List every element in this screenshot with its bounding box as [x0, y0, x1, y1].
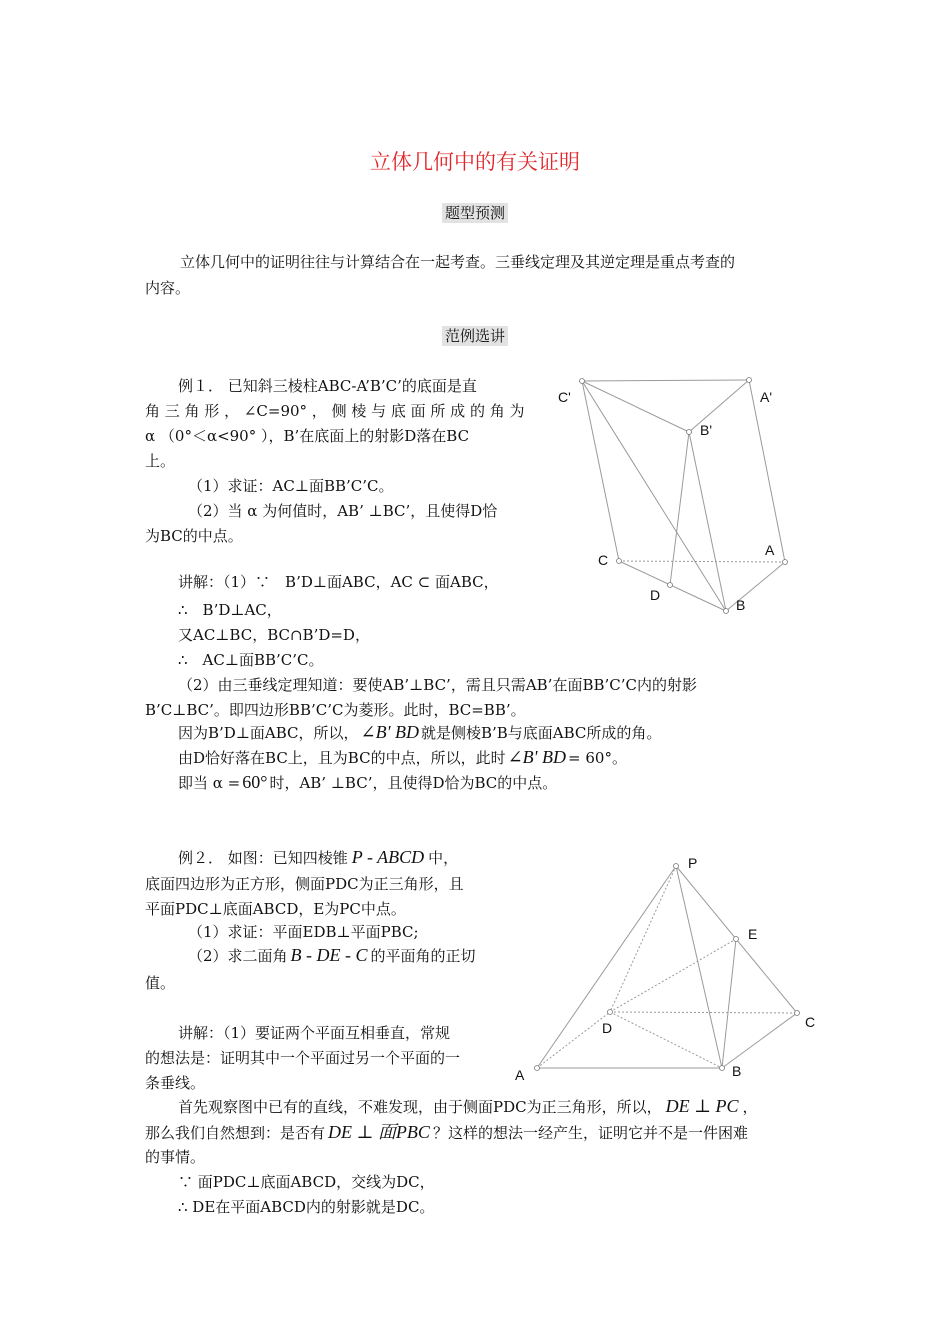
label-p: P: [688, 855, 698, 871]
label-c: C: [598, 552, 609, 568]
intro-line-2: 内容。: [145, 279, 191, 297]
label-c-prime: C': [558, 389, 571, 405]
ex1-solution-9: 即当 α = 60° 时，AB’ ⊥BC’，且使得D恰为BC的中点。: [178, 772, 558, 792]
label-d: D: [602, 1020, 613, 1036]
ex1-line-3: α （0°＜α<90° ），B’在底面上的射影D落在BC: [145, 427, 470, 445]
ex2-solution-4: 首先观察图中已有的直线，不难发现，由于侧面PDC为正三角形，所以， DE ⊥ PC ，: [178, 1096, 758, 1116]
label-b-prime: B': [700, 422, 713, 438]
ex2-solution-3: 条垂线。: [145, 1074, 206, 1092]
math-de-perp-pbc: DE ⊥ 面PBC: [328, 1122, 430, 1142]
ex1-solution-6: B’C⊥BC’。即四边形BB’C’C为菱形。此时，BC=BB’。: [145, 701, 526, 719]
ex1-question-2a: （2）当 α 为何值时，AB’ ⊥BC’，且使得D恰: [188, 502, 498, 520]
label-a: A: [765, 542, 775, 558]
ex2-line-2: 底面四边形为正方形，侧面PDC为正三角形，且: [145, 875, 464, 893]
ex1-line-2: 角 三 角 形 ， ∠C=90° ， 侧 棱 与 底 面 所 成 的 角 为: [145, 402, 525, 420]
ex1-solution-2: ∴ B’D⊥AC，: [178, 601, 282, 619]
page-title: 立体几何中的有关证明: [370, 150, 580, 174]
label-d: D: [650, 587, 661, 603]
prism-figure: [550, 370, 810, 620]
ex2-line-1: 例２． 如图：已知四棱锥 P - ABCD 中，: [178, 847, 459, 867]
pyramid-figure: [510, 850, 830, 1090]
section-heading-examples: 范例选讲: [0, 326, 950, 346]
ex1-solution-4: ∴ AC⊥面BB’C’C。: [178, 651, 324, 669]
ex1-line-4: 上。: [145, 452, 176, 470]
ex2-solution-8: ∴ DE在平面ABCD内的射影就是DC。: [178, 1198, 435, 1216]
ex1-solution-7: 因为B’D⊥面ABC，所以， ∠B' BD 就是侧棱B’B与底面ABC所成的角。: [178, 722, 662, 742]
math-de-perp-pc: DE ⊥ PC: [665, 1096, 739, 1116]
ex2-question-1: （1）求证：平面EDB⊥平面PBC;: [188, 923, 419, 941]
label-b: B: [736, 597, 746, 613]
math-pyramid: P - ABCD: [351, 847, 425, 867]
math-angle-bbd-2: ∠B' BD: [507, 747, 567, 767]
label-a: A: [515, 1067, 525, 1083]
label-a-prime: A': [760, 389, 773, 405]
ex2-solution-2: 的想法是：证明其中一个平面过另一个平面的一: [145, 1049, 461, 1067]
math-60deg: 60°: [242, 772, 268, 792]
label-e: E: [748, 926, 758, 942]
ex2-question-2: （2）求二面角 B - DE - C 的平面角的正切: [188, 945, 476, 965]
ex2-line-3: 平面PDC⊥底面ABCD，E为PC中点。: [145, 900, 406, 918]
intro-line-1: 立体几何中的证明往往与计算结合在一起考查。三垂线定理及其逆定理是重点考查的: [180, 253, 736, 271]
math-angle-bbd: ∠B' BD: [360, 722, 419, 742]
section-heading-preview: 题型预测: [0, 203, 950, 223]
ex2-solution-7: ∵ 面PDC⊥底面ABCD，交线为DC，: [178, 1173, 435, 1191]
ex2-solution-1: 讲解：（1）要证两个平面互相垂直，常规: [178, 1024, 451, 1042]
ex1-line-1: 例１． 已知斜三棱柱ABC-A’B’C’的底面是直: [178, 377, 477, 395]
ex1-solution-8: 由D恰好落在BC上，且为BC的中点，所以，此时 ∠B' BD = 60°。: [178, 747, 627, 767]
label-b: B: [732, 1063, 742, 1079]
ex2-solution-6: 的事情。: [145, 1148, 206, 1166]
ex1-solution-3: 又AC⊥BC，BC∩B’D=D，: [178, 626, 370, 644]
ex1-solution-1: 讲解：（1）∵ B’D⊥面ABC，AC ⊂ 面ABC，: [178, 573, 499, 591]
ex1-solution-5: （2）由三垂线定理知道：要使AB’⊥BC’，需且只需AB’在面BB’C’C内的射影: [178, 676, 697, 694]
ex2-solution-5: 那么我们自然想到：是否有 DE ⊥ 面PBC ？这样的想法一经产生，证明它并不是一件困难: [145, 1122, 748, 1142]
ex1-question-1: （1）求证：AC⊥面BB’C’C。: [188, 477, 394, 495]
ex1-question-2b: 为BC的中点。: [145, 527, 243, 545]
math-dihedral: B - DE - C: [290, 945, 368, 965]
ex2-question-2c: 值。: [145, 974, 176, 992]
label-c: C: [805, 1014, 816, 1030]
